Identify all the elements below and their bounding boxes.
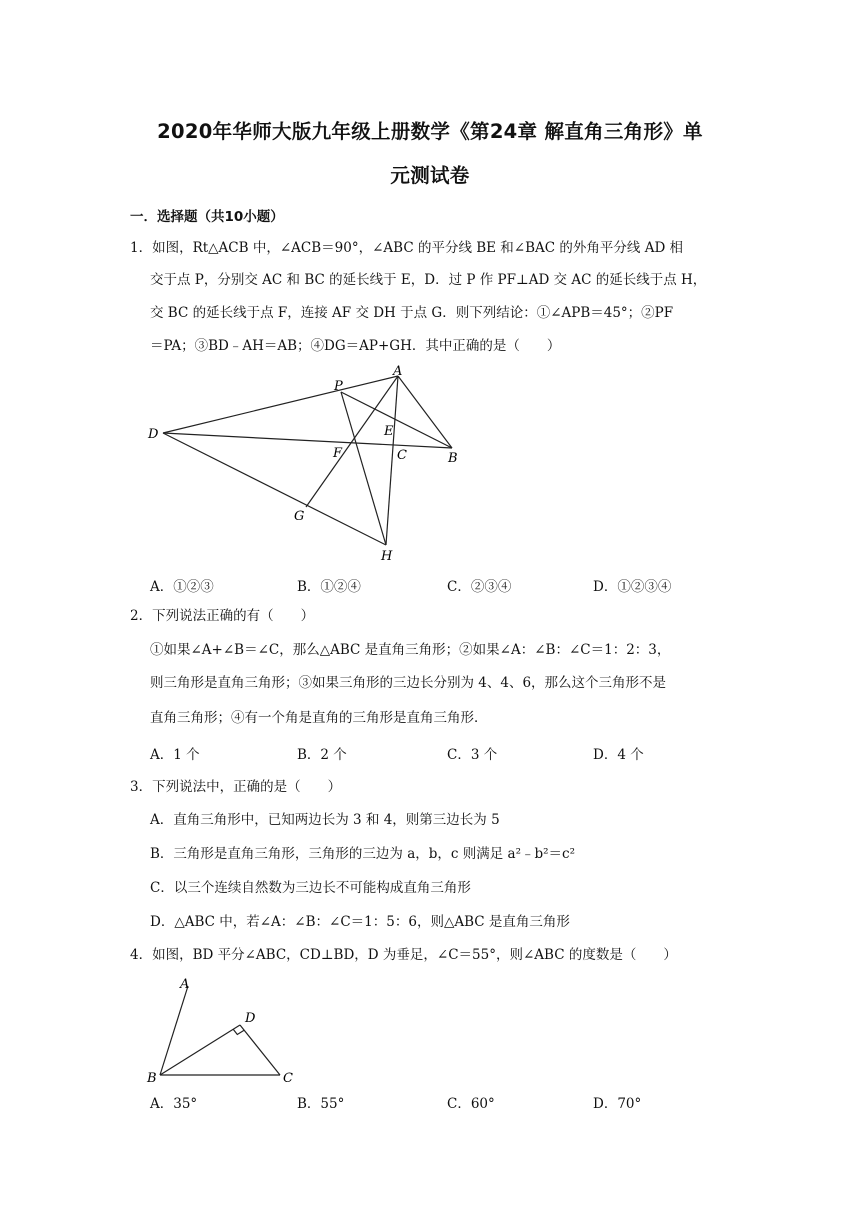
q3-line1: 3．下列说法中，正确的是（ ） (130, 779, 342, 795)
q1-line4: ＝PA；③BD﹣AH＝AB；④DG＝AP+GH．其中正确的是（ ） (150, 338, 561, 354)
q1-label-p: P (334, 379, 343, 394)
q4-option-a: A．35° (150, 1096, 198, 1112)
q2-line4: 直角三角形；④有一个角是直角的三角形是直角三角形． (150, 710, 488, 726)
q1-figure (145, 365, 465, 565)
q1-option-c: C．②③④ (447, 579, 512, 595)
q2-line3: 则三角形是直角三角形；③如果三角形的三边长分别为 4、4、6，那么这个三角形不是 (150, 675, 667, 691)
q1-line3: 交 BC 的延长线于点 F，连接 AF 交 DH 于点 G．则下列结论：①∠APB＝45°；②PF (150, 305, 674, 321)
q4-line1: 4．如图，BD 平分∠ABC，CD⊥BD，D 为垂足，∠C＝55°，则∠ABC 的度数是（ ） (130, 947, 677, 963)
document-title-line1: 2020年华师大版九年级上册数学《第24章 解直角三角形》单 (157, 120, 703, 143)
q4-option-b: B．55° (297, 1096, 345, 1112)
q1-option-a: A．①②③ (150, 579, 214, 595)
q2-line2: ①如果∠A+∠B＝∠C，那么△ABC 是直角三角形；②如果∠A：∠B：∠C＝1：2：3， (150, 642, 671, 658)
q1-line1: 1．如图，Rt△ACB 中，∠ACB＝90°，∠ABC 的平分线 BE 和∠BAC 的外角平分线 AD 相 (130, 240, 684, 256)
q1-label-b: B (448, 451, 458, 466)
q1-label-c: C (397, 448, 407, 463)
q4-label-b: B (147, 1071, 157, 1086)
q4-label-a: A (180, 977, 190, 992)
q1-label-a: A (393, 365, 403, 379)
document-title-line2: 元测试卷 (390, 164, 470, 187)
q1-label-f: F (333, 446, 343, 461)
q3-option-c: C．以三个连续自然数为三边长不可能构成直角三角形 (150, 880, 471, 896)
section-heading: 一．选择题（共10小题） (130, 209, 284, 225)
q1-option-b: B．①②④ (297, 579, 361, 595)
q2-line1: 2．下列说法正确的有（ ） (130, 608, 315, 624)
q4-label-c: C (283, 1071, 293, 1086)
q1-label-g: G (294, 509, 305, 524)
q4-option-c: C．60° (447, 1096, 495, 1112)
q1-option-d: D．①②③④ (593, 579, 672, 595)
q2-option-d: D．4 个 (593, 747, 644, 763)
q4-label-d: D (245, 1011, 256, 1026)
q4-figure (145, 970, 300, 1088)
q2-option-a: A．1 个 (150, 747, 200, 763)
q3-option-a: A．直角三角形中，已知两边长为 3 和 4，则第三边长为 5 (150, 812, 500, 828)
q2-option-b: B．2 个 (297, 747, 347, 763)
q1-label-d: D (148, 427, 159, 442)
q1-label-h: H (381, 549, 393, 564)
q4-option-d: D．70° (593, 1096, 642, 1112)
q1-label-e: E (384, 424, 394, 439)
q3-option-d: D．△ABC 中，若∠A：∠B：∠C＝1：5：6，则△ABC 是直角三角形 (150, 914, 570, 930)
q3-option-b: B．三角形是直角三角形，三角形的三边为 a，b，c 则满足 a²﹣b²＝c² (150, 846, 576, 862)
q1-line2: 交于点 P，分别交 AC 和 BC 的延长线于 E，D．过 P 作 PF⊥AD 交 AC 的延长线于点 H， (150, 272, 707, 288)
q2-option-c: C．3 个 (447, 747, 498, 763)
